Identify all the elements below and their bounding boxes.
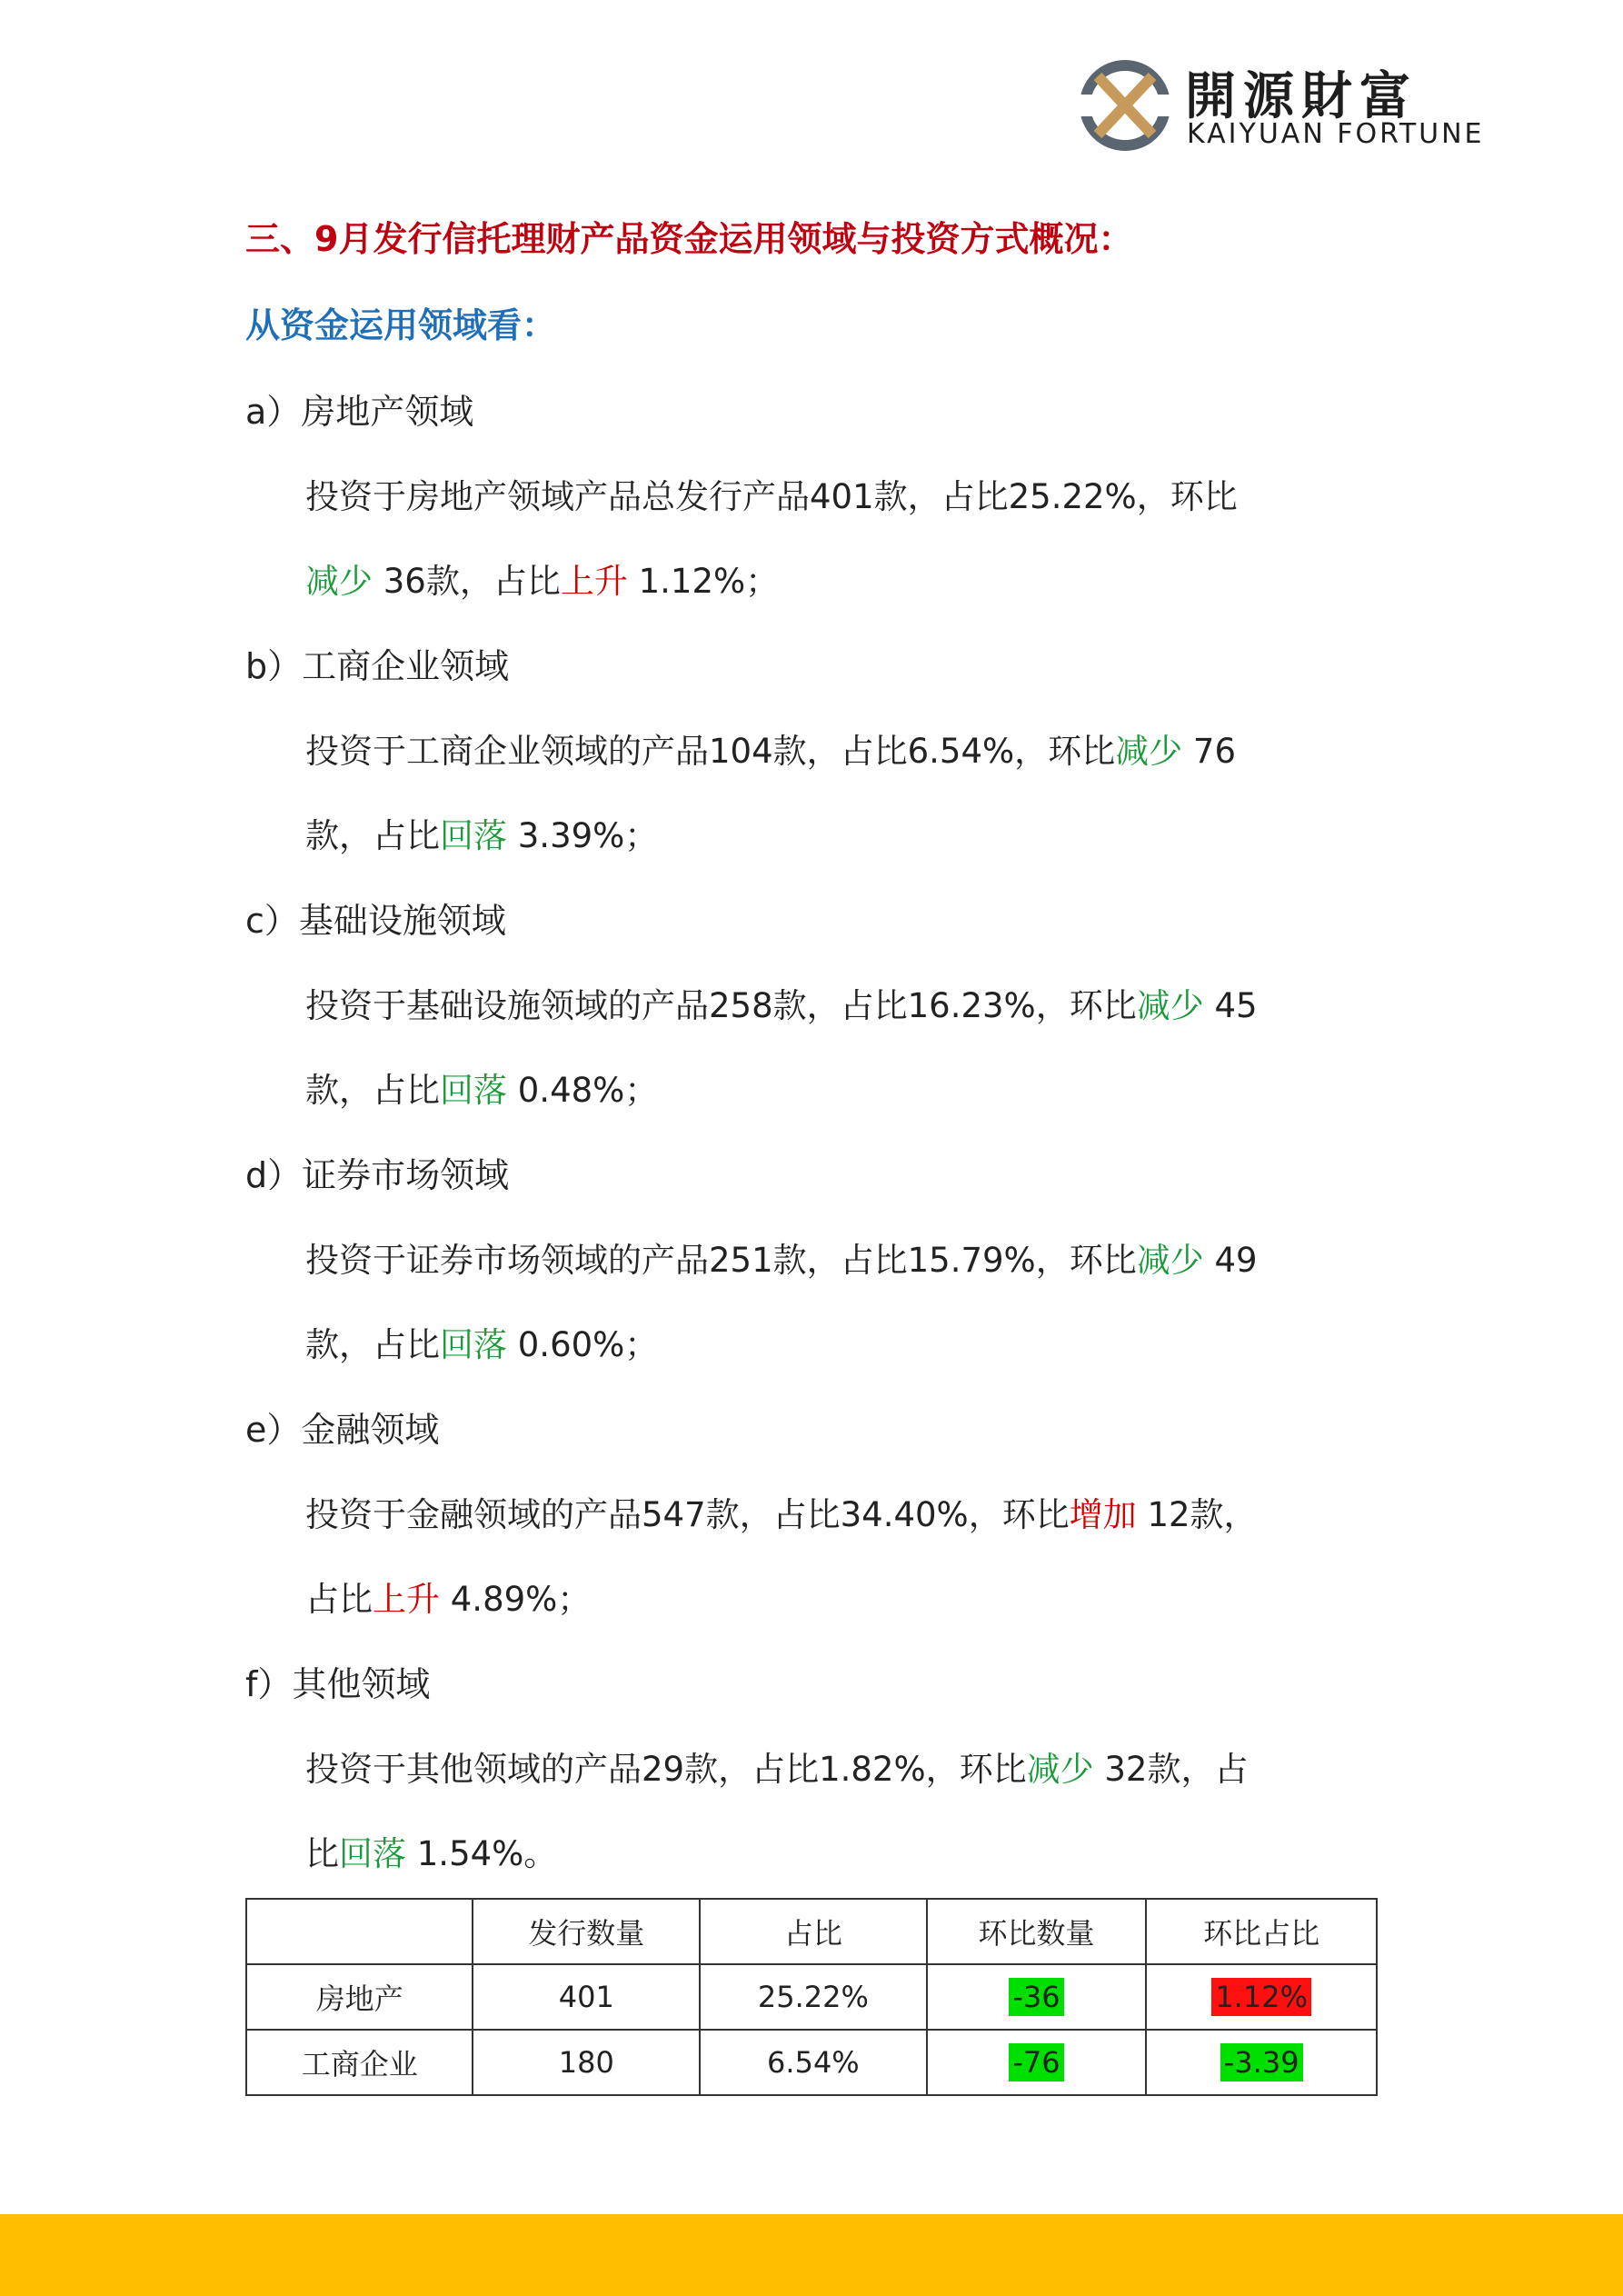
item-heading: b）工商企业领域 — [245, 646, 510, 686]
item-text-line: 占比上升 4.89%； — [305, 1580, 592, 1619]
change-word: 回落 — [440, 816, 507, 855]
item-text-line: 减少 36款，占比上升 1.12%； — [305, 562, 780, 601]
brand-logo — [1080, 60, 1489, 156]
change-word: 增加 — [1069, 1495, 1137, 1534]
change-word: 回落 — [440, 1071, 507, 1110]
mom-share-cell: 1.12% — [1146, 1964, 1377, 2030]
table-header: 占比 — [700, 1899, 927, 1964]
item-heading: d）证券市场领域 — [245, 1155, 510, 1195]
mom-count-cell: -76 — [927, 2030, 1147, 2095]
item-heading: a）房地产领域 — [245, 392, 474, 432]
count-cell: 180 — [473, 2030, 700, 2095]
change-word: 减少 — [305, 562, 373, 601]
change-word: 减少 — [1136, 1241, 1204, 1280]
change-word: 上升 — [373, 1580, 440, 1619]
table-header: 发行数量 — [473, 1899, 700, 1964]
item-text-line: 投资于房地产领域产品总发行产品401款，占比25.22%，环比 — [305, 477, 1238, 516]
table-header: 环比数量 — [927, 1899, 1147, 1964]
item-text-line: 比回落 1.54%。 — [305, 1834, 558, 1873]
item-text-line: 投资于工商企业领域的产品104款，占比6.54%，环比减少 76 — [305, 732, 1237, 771]
item-text-line: 投资于金融领域的产品547款，占比34.40%，环比增加 12款， — [305, 1495, 1258, 1534]
item-text-line: 投资于其他领域的产品29款，占比1.82%，环比减少 32款，占 — [305, 1750, 1249, 1789]
item-heading: f）其他领域 — [245, 1664, 431, 1704]
row-label: 工商企业 — [246, 2030, 473, 2095]
change-word: 减少 — [1026, 1750, 1094, 1789]
sub-title: 从资金运用领域看： — [245, 305, 557, 345]
change-word: 回落 — [440, 1325, 507, 1364]
item-text-line: 投资于证券市场领域的产品251款，占比15.79%，环比减少 49 — [305, 1241, 1258, 1280]
change-word: 减少 — [1136, 986, 1204, 1025]
brand-name-cn: 開源財富 — [1185, 67, 1418, 126]
summary-table — [245, 1898, 1378, 2096]
table-header-row — [246, 1899, 1377, 1964]
table-header — [246, 1899, 473, 1964]
item-text-line: 投资于基础设施领域的产品258款，占比16.23%，环比减少 45 — [305, 986, 1258, 1025]
footer-bar — [0, 2214, 1623, 2296]
table-row — [246, 1964, 1377, 2030]
item-text-line: 款，占比回落 0.60%； — [305, 1325, 659, 1364]
count-cell: 401 — [473, 1964, 700, 2030]
change-word: 回落 — [339, 1834, 406, 1873]
brand-name-en: KAIYUAN FORTUNE — [1187, 118, 1485, 150]
item-text-line: 款，占比回落 0.48%； — [305, 1071, 659, 1110]
item-heading: e）金融领域 — [245, 1410, 440, 1450]
mom-share-cell: -3.39 — [1146, 2030, 1377, 2095]
item-heading: c）基础设施领域 — [245, 901, 506, 941]
table-header: 环比占比 — [1146, 1899, 1377, 1964]
table-row — [246, 2030, 1377, 2095]
mom-count-cell: -36 — [927, 1964, 1147, 2030]
change-word: 上升 — [560, 562, 628, 601]
share-cell: 25.22% — [700, 1964, 927, 2030]
item-text-line: 款，占比回落 3.39%； — [305, 816, 659, 855]
section-title: 三、9月发行信托理财产品资金运用领域与投资方式概况： — [245, 219, 1133, 259]
share-cell: 6.54% — [700, 2030, 927, 2095]
kaiyuan-logo-icon — [1080, 60, 1170, 151]
change-word: 减少 — [1115, 732, 1183, 771]
row-label: 房地产 — [246, 1964, 473, 2030]
